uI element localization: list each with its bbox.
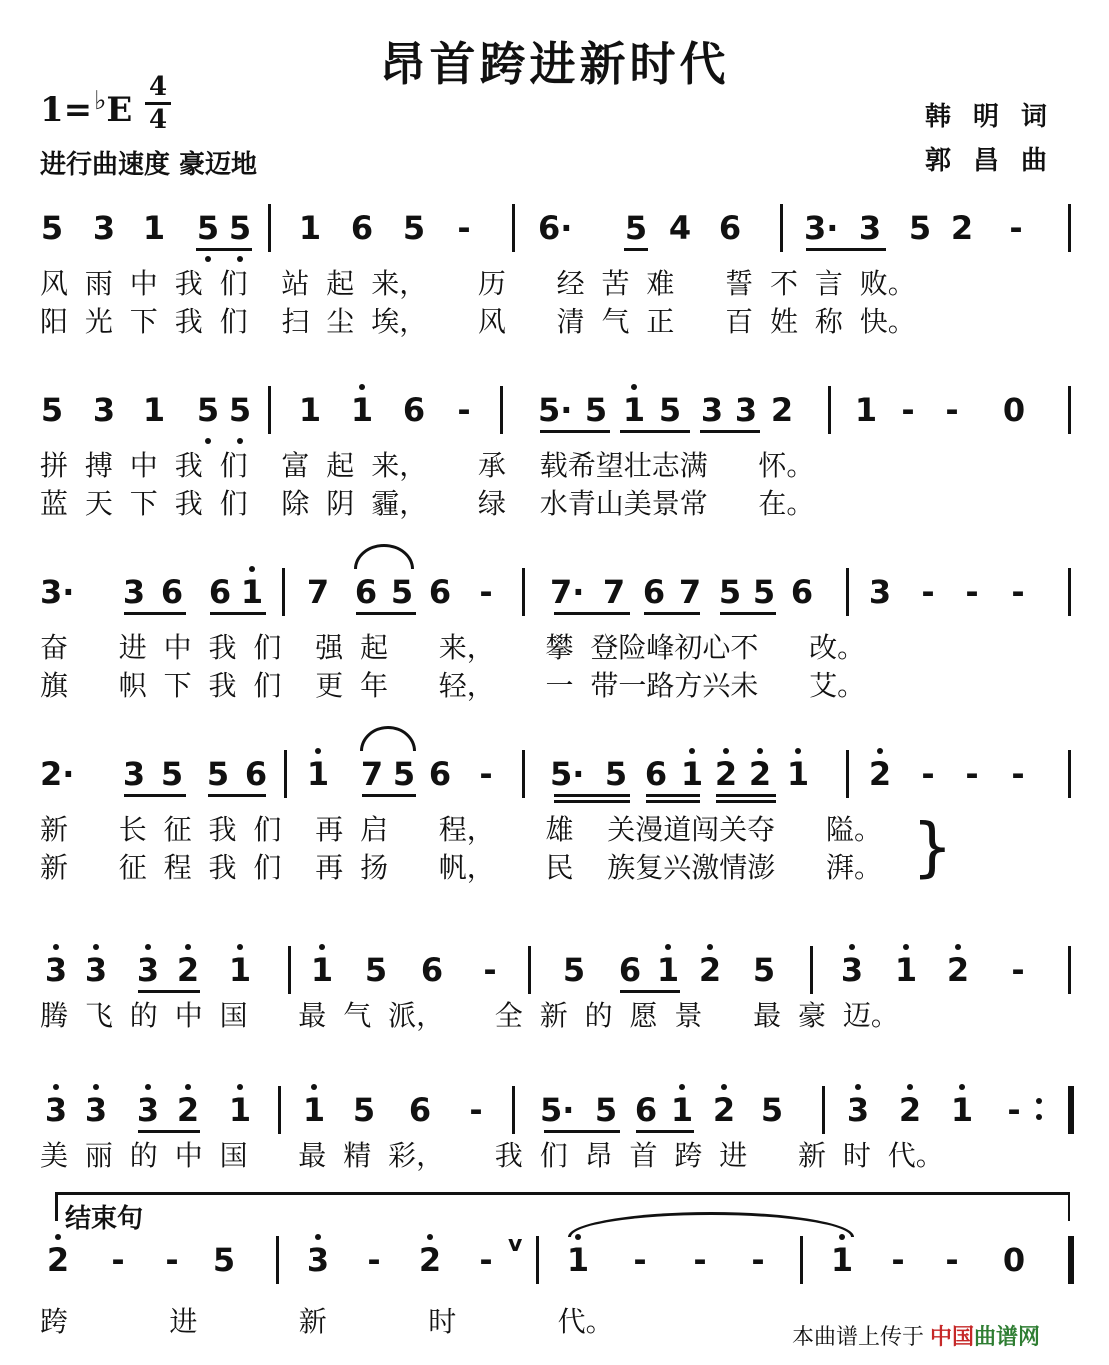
lyric-line: 蓝 天 下 我 们 除 阴 霾， 绿 水青山美景常 在。	[40, 487, 815, 520]
duration-underline	[124, 612, 186, 615]
extension-dash: -	[111, 1241, 125, 1279]
barline	[1068, 750, 1071, 798]
note: 5·	[538, 391, 573, 429]
barline	[268, 386, 271, 434]
note: 1	[228, 1091, 252, 1129]
note: 3·	[40, 573, 75, 611]
extension-dash: -	[965, 573, 979, 611]
duration-underline	[540, 430, 610, 433]
duration-underline	[124, 794, 186, 797]
extension-dash: -	[1007, 1091, 1021, 1129]
note: 1	[656, 951, 680, 989]
note: 5	[718, 573, 742, 611]
lyric-line: 新 长 征 我 们 再 启 程， 雄 关漫道闯关夺 隘。	[40, 813, 883, 846]
note: 2	[950, 209, 974, 247]
note: 5·	[550, 755, 585, 793]
note: 0	[1002, 1241, 1026, 1279]
note: 5	[206, 755, 230, 793]
octave-dot-above	[319, 944, 325, 950]
octave-dot-above	[249, 566, 255, 572]
duration-underline	[138, 990, 200, 993]
octave-dot-above	[757, 748, 763, 754]
octave-dot-above	[315, 748, 321, 754]
breath-mark: v	[508, 1232, 523, 1257]
key-signature: 1=♭E	[40, 86, 133, 130]
note: 3	[136, 1091, 160, 1129]
note: 6·	[538, 209, 573, 247]
note: 5	[760, 1091, 784, 1129]
octave-dot-above	[237, 1084, 243, 1090]
note: 6	[642, 573, 666, 611]
duration-underline	[196, 248, 252, 251]
barline	[512, 204, 515, 252]
octave-dot-above	[315, 1234, 321, 1240]
duration-underline	[554, 794, 630, 797]
octave-dot-above	[427, 1234, 433, 1240]
octave-dot-above	[185, 944, 191, 950]
barline	[800, 1236, 803, 1284]
lyric-line: 旗 帜 下 我 们 更 年 轻， 一 带一路方兴未 艾。	[40, 669, 866, 702]
duration-underline	[716, 794, 776, 797]
note: 6	[160, 573, 184, 611]
octave-dot-above	[907, 1084, 913, 1090]
note: 3	[840, 951, 864, 989]
repeat-dot	[1036, 1098, 1042, 1104]
duration-underline	[806, 248, 886, 251]
note: 3	[306, 1241, 330, 1279]
octave-dot-above	[707, 944, 713, 950]
note: 1	[306, 755, 330, 793]
ending-bracket	[55, 1192, 1070, 1221]
duration-underline	[544, 1130, 620, 1133]
extension-dash: -	[367, 1241, 381, 1279]
octave-dot-above	[185, 1084, 191, 1090]
note: 7	[602, 573, 626, 611]
extension-dash: -	[1009, 209, 1023, 247]
note: 7·	[550, 573, 585, 611]
octave-dot-above	[877, 748, 883, 754]
duration-underline	[646, 800, 700, 803]
note: 5	[392, 755, 416, 793]
note: 6	[208, 573, 232, 611]
note: 3	[44, 951, 68, 989]
note: 5	[908, 209, 932, 247]
barline	[1068, 946, 1071, 994]
note: 5	[584, 391, 608, 429]
extension-dash: -	[1011, 755, 1025, 793]
note: 6	[420, 951, 444, 989]
duration-underline	[620, 990, 680, 993]
duration-underline	[644, 612, 700, 615]
note: 6	[244, 755, 268, 793]
note: 6	[354, 573, 378, 611]
note: 1	[830, 1241, 854, 1279]
note: 1	[680, 755, 704, 793]
note: 3	[44, 1091, 68, 1129]
note: 5	[402, 209, 426, 247]
octave-dot-above	[689, 748, 695, 754]
lyricist-credit: 韩明词	[924, 102, 1069, 132]
note: 1	[894, 951, 918, 989]
octave-dot-above	[93, 1084, 99, 1090]
note: 2	[946, 951, 970, 989]
octave-dot-above	[723, 748, 729, 754]
lyric-line: 腾 飞 的 中 国 最 气 派， 全 新 的 愿 景 最 豪 迈。	[40, 999, 899, 1032]
note: 3	[122, 573, 146, 611]
octave-dot-above	[721, 1084, 727, 1090]
note: 6	[428, 755, 452, 793]
note: 0	[1002, 391, 1026, 429]
extension-dash: -	[921, 573, 935, 611]
note: 5	[624, 209, 648, 247]
note: 6	[790, 573, 814, 611]
extension-dash: -	[483, 951, 497, 989]
lyric-line: 新 征 程 我 们 再 扬 帆， 民 族复兴激情澎 湃。	[40, 851, 883, 884]
duration-underline	[620, 430, 690, 433]
note: 3	[734, 391, 758, 429]
extension-dash: -	[751, 1241, 765, 1279]
octave-dot-above	[237, 944, 243, 950]
extension-dash: -	[693, 1241, 707, 1279]
duration-underline	[356, 612, 416, 615]
note: 5	[604, 755, 628, 793]
note: 5	[658, 391, 682, 429]
duration-underline	[210, 612, 266, 615]
duration-underline	[716, 800, 776, 803]
extension-dash: -	[457, 391, 471, 429]
note: 2	[418, 1241, 442, 1279]
note: 2	[176, 1091, 200, 1129]
note: 2	[898, 1091, 922, 1129]
note: 5	[228, 209, 252, 247]
watermark-footer: 本曲谱上传于 中国曲谱网	[792, 1325, 1041, 1350]
note: 5	[40, 209, 64, 247]
octave-dot-above	[145, 1084, 151, 1090]
note: 1	[622, 391, 646, 429]
barline	[268, 204, 271, 252]
note: 5	[352, 1091, 376, 1129]
note: 2	[712, 1091, 736, 1129]
note: 7	[306, 573, 330, 611]
barline	[278, 1086, 281, 1134]
extension-dash: -	[901, 391, 915, 429]
barline	[288, 946, 291, 994]
note: 2	[868, 755, 892, 793]
note: 7	[678, 573, 702, 611]
extension-dash: -	[479, 755, 493, 793]
note: 1	[670, 1091, 694, 1129]
note: 6	[718, 209, 742, 247]
note: 3	[84, 1091, 108, 1129]
note: 1	[142, 209, 166, 247]
note: 6	[634, 1091, 658, 1129]
octave-dot-above	[665, 944, 671, 950]
duration-underline	[208, 794, 266, 797]
barline	[500, 386, 503, 434]
barline	[284, 750, 287, 798]
octave-dot-above	[855, 1084, 861, 1090]
note: 5	[212, 1241, 236, 1279]
repeat-dot	[1036, 1114, 1042, 1120]
note: 5	[390, 573, 414, 611]
octave-dot-above	[93, 944, 99, 950]
duration-underline	[554, 612, 630, 615]
extension-dash: -	[965, 755, 979, 793]
barline	[528, 946, 531, 994]
note: 1	[228, 951, 252, 989]
note: 6	[618, 951, 642, 989]
duration-underline	[636, 1130, 694, 1133]
note: 6	[402, 391, 426, 429]
duration-underline	[624, 248, 648, 251]
octave-dot-above	[631, 384, 637, 390]
note: 3	[136, 951, 160, 989]
note: 2	[714, 755, 738, 793]
barline	[512, 1086, 515, 1134]
note: 3	[858, 209, 882, 247]
duration-underline	[720, 612, 776, 615]
extension-dash: -	[1011, 573, 1025, 611]
octave-dot-above	[145, 944, 151, 950]
note: 5	[228, 391, 252, 429]
octave-dot-above	[679, 1084, 685, 1090]
note: 3	[846, 1091, 870, 1129]
extension-dash: -	[469, 1091, 483, 1129]
note: 3	[84, 951, 108, 989]
note: 3	[122, 755, 146, 793]
page-title: 昂首跨进新时代	[379, 37, 730, 91]
note: 1	[310, 951, 334, 989]
barline	[522, 568, 525, 616]
note: 2·	[40, 755, 75, 793]
barline	[780, 204, 783, 252]
note: 1	[298, 391, 322, 429]
extension-dash: -	[633, 1241, 647, 1279]
tempo-marking: 进行曲速度 豪迈地	[40, 150, 258, 180]
note: 6	[428, 573, 452, 611]
barline	[282, 568, 285, 616]
note: 2	[748, 755, 772, 793]
note: 1	[302, 1091, 326, 1129]
extension-dash: -	[945, 391, 959, 429]
extension-dash: -	[1011, 951, 1025, 989]
note: 2	[176, 951, 200, 989]
octave-dot-above	[849, 944, 855, 950]
barline	[846, 750, 849, 798]
note: 1	[786, 755, 810, 793]
note: 5·	[540, 1091, 575, 1129]
lyric-line: 美 丽 的 中 国 最 精 彩， 我 们 昂 首 跨 进 新 时 代。	[40, 1139, 944, 1172]
barline	[846, 568, 849, 616]
note: 3	[92, 209, 116, 247]
note: 2	[46, 1241, 70, 1279]
note: 4	[668, 209, 692, 247]
note: 3	[868, 573, 892, 611]
barline	[1068, 568, 1071, 616]
note: 5	[40, 391, 64, 429]
composer-credit: 郭昌曲	[924, 146, 1069, 176]
octave-dot-above	[795, 748, 801, 754]
lyric-line: 跨 进 新 时 代。	[40, 1305, 614, 1338]
note: 6	[350, 209, 374, 247]
barline	[1068, 386, 1071, 434]
barline	[1068, 1086, 1074, 1134]
slur	[360, 726, 416, 751]
note: 1	[950, 1091, 974, 1129]
octave-dot-above	[53, 944, 59, 950]
note: 6	[408, 1091, 432, 1129]
barline	[828, 386, 831, 434]
barline	[522, 750, 525, 798]
barline	[1068, 1236, 1074, 1284]
barline	[276, 1236, 279, 1284]
note: 5	[594, 1091, 618, 1129]
octave-dot-above	[55, 1234, 61, 1240]
barline	[810, 946, 813, 994]
note: 7	[360, 755, 384, 793]
extension-dash: -	[165, 1241, 179, 1279]
note: 3·	[804, 209, 839, 247]
note: 1	[240, 573, 264, 611]
duration-underline	[700, 430, 760, 433]
octave-dot-above	[959, 1084, 965, 1090]
barline	[1068, 204, 1071, 252]
note: 5	[752, 951, 776, 989]
extension-dash: -	[945, 1241, 959, 1279]
duration-underline	[138, 1130, 200, 1133]
octave-dot-above	[53, 1084, 59, 1090]
note: 3	[92, 391, 116, 429]
note: 5	[196, 391, 220, 429]
note: 2	[698, 951, 722, 989]
note: 5	[196, 209, 220, 247]
extension-dash: -	[921, 755, 935, 793]
note: 3	[700, 391, 724, 429]
note: 1	[142, 391, 166, 429]
lyric-line: 拼 搏 中 我 们 富 起 来， 承 载希望壮志满 怀。	[40, 449, 815, 482]
slur	[354, 544, 414, 569]
octave-dot-above	[903, 944, 909, 950]
verse-brace: }	[912, 811, 953, 885]
duration-underline	[646, 794, 700, 797]
lyric-line: 风 雨 中 我 们 站 起 来， 历 经 苦 难 誓 不 言 败。	[40, 267, 916, 300]
duration-underline	[362, 794, 416, 797]
time-signature: 4 4	[145, 72, 171, 135]
note: 5	[160, 755, 184, 793]
lyric-line: 阳 光 下 我 们 扫 尘 埃， 风 清 气 正 百 姓 称 快。	[40, 305, 916, 338]
note: 2	[770, 391, 794, 429]
note: 1	[350, 391, 374, 429]
octave-dot-above	[311, 1084, 317, 1090]
note: 5	[364, 951, 388, 989]
note: 1	[566, 1241, 590, 1279]
note: 1	[298, 209, 322, 247]
note: 5	[752, 573, 776, 611]
note: 1	[854, 391, 878, 429]
octave-dot-above	[955, 944, 961, 950]
extension-dash: -	[479, 573, 493, 611]
extension-dash: -	[457, 209, 471, 247]
note: 5	[562, 951, 586, 989]
duration-underline	[554, 800, 630, 803]
note: 6	[644, 755, 668, 793]
octave-dot-above	[359, 384, 365, 390]
extension-dash: -	[891, 1241, 905, 1279]
barline	[536, 1236, 539, 1284]
extension-dash: -	[479, 1241, 493, 1279]
barline	[822, 1086, 825, 1134]
ending-label: 结束句	[65, 1204, 144, 1234]
lyric-line: 奋 进 中 我 们 强 起 来， 攀 登险峰初心不 改。	[40, 631, 866, 664]
